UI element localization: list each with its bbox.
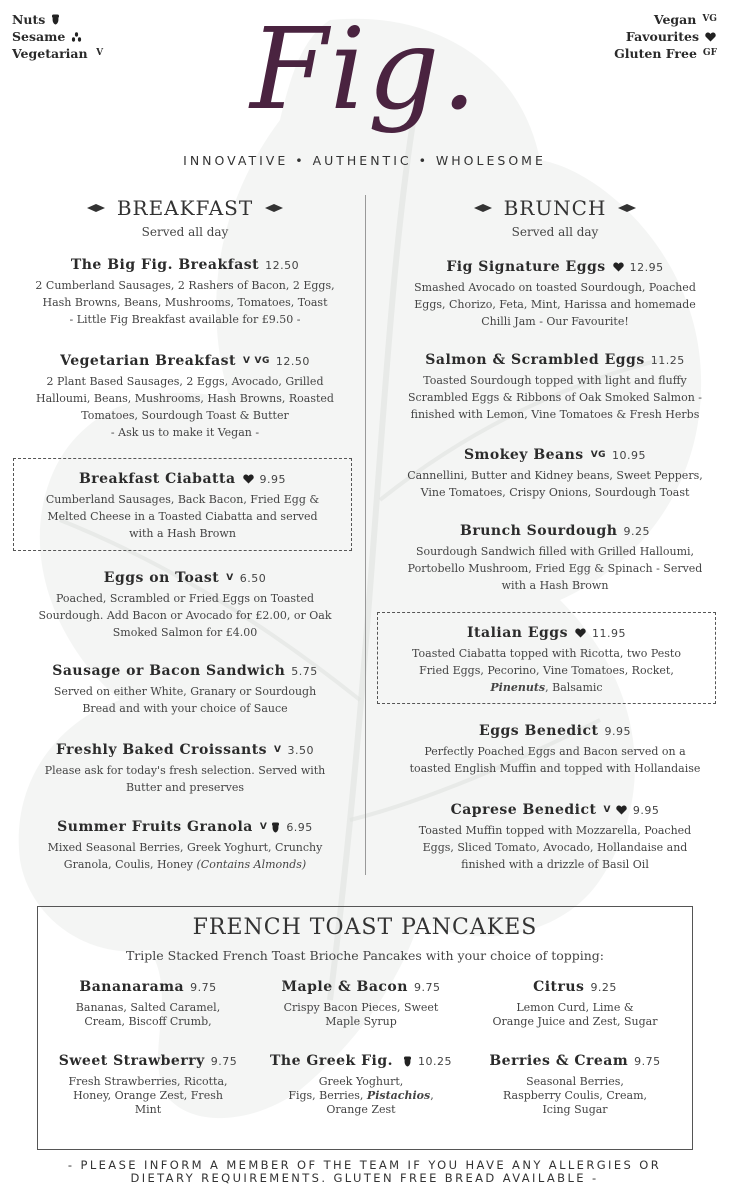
item-name: Berries & Cream 9.75 xyxy=(489,1053,661,1069)
diamond-ornament-icon xyxy=(474,204,492,212)
brunch-subtitle: Served all day xyxy=(511,225,599,239)
item-price: 6.95 xyxy=(286,821,313,834)
item-price: 9.75 xyxy=(413,981,441,994)
pancakes-subtitle: Triple Stacked French Toast Brioche Pancakes with your choice of topping: xyxy=(125,948,605,963)
item-price: 11.25 xyxy=(650,354,685,367)
menu-item xyxy=(380,802,729,873)
diamond-ornament-icon xyxy=(87,204,105,212)
heart-icon xyxy=(616,805,627,816)
item-name: The Greek Fig. 10.25 xyxy=(269,1053,453,1069)
vegetarian-symbol: V xyxy=(96,48,104,58)
item-price: 12.50 xyxy=(275,355,310,368)
item-price: 9.25 xyxy=(623,525,650,538)
vegetarian-symbol: V xyxy=(603,805,611,815)
item-price: 9.95 xyxy=(632,804,660,817)
pancake-item xyxy=(43,1053,253,1117)
breakfast-column xyxy=(10,193,360,871)
pancake-item xyxy=(43,979,253,1029)
item-name: Maple & Bacon 9.75 xyxy=(281,979,441,995)
pancakes-section xyxy=(37,906,693,1150)
item-description: Toasted Sourdough topped with light and fluffy Scrambled Eggs & Ribbons of Oak Smoked Salmon - finished with Lemon, Vine Tomatoes & Fresh Herbs xyxy=(407,374,703,421)
legend-label: Sesame xyxy=(12,29,66,44)
breakfast-subtitle: Served all day xyxy=(141,225,229,239)
acorn-icon xyxy=(403,1056,412,1067)
item-description: Greek Yoghurt, Figs, Berries, Pistachios, Orange Zest xyxy=(288,1075,434,1116)
item-price: 3.50 xyxy=(287,744,315,757)
item-name: Citrus 9.25 xyxy=(533,979,617,995)
menu-item xyxy=(380,352,729,423)
menu-item xyxy=(380,523,729,594)
item-name: Breakfast Ciabatta 9.95 xyxy=(78,471,287,487)
vegan-symbol: VG xyxy=(702,14,717,24)
diamond-ornament-icon xyxy=(618,204,636,212)
item-name: Sausage or Bacon Sandwich 5.75 xyxy=(52,663,318,679)
menu-item-featured xyxy=(377,612,716,704)
brunch-column xyxy=(380,193,729,871)
item-name: Italian Eggs 11.95 xyxy=(467,625,626,641)
item-name: Smokey Beans VG 10.95 xyxy=(463,447,647,463)
heart-icon xyxy=(613,262,624,273)
legend-label: Favourites xyxy=(625,29,699,44)
menu-item xyxy=(10,819,360,873)
item-description: Bananas, Salted Caramel, Cream, Biscoff Crumb, xyxy=(75,1001,221,1028)
menu-item xyxy=(380,447,729,501)
item-name: Caprese Benedict V 9.95 xyxy=(450,802,660,818)
item-description: Please ask for today's fresh selection. Served with Butter and preserves xyxy=(44,764,326,794)
item-description: 2 Plant Based Sausages, 2 Eggs, Avocado, Grilled Halloumi, Beans, Mushrooms, Hash Browns, Roasted Tomatoes, Sourdough Toast & Butter - Ask us to make it Vegan - xyxy=(36,375,334,439)
vegetarian-symbol: V xyxy=(274,745,282,755)
breakfast-heading xyxy=(10,193,360,223)
tagline: INNOVATIVE • AUTHENTIC • WHOLESOME xyxy=(183,153,546,168)
acorn-icon xyxy=(271,822,280,833)
item-description: Sourdough Sandwich filled with Grilled Halloumi, Portobello Mushroom, Fried Egg & Spinach - Served with a Hash Brown xyxy=(407,545,703,592)
pancake-item xyxy=(470,1053,680,1117)
item-description: Poached, Scrambled or Fried Eggs on Toasted Sourdough. Add Bacon or Avocado for £2.00, or Oak Smoked Salmon for £4.00 xyxy=(38,592,332,639)
menu-item xyxy=(10,742,360,796)
pancake-item xyxy=(256,1053,466,1117)
menu-item xyxy=(10,257,360,328)
menu-item xyxy=(10,353,360,441)
item-name: Vegetarian Breakfast V VG 12.50 xyxy=(60,353,310,369)
allergy-footer: - PLEASE INFORM A MEMBER OF THE TEAM IF YOU HAVE ANY ALLERGIES OR DIETARY REQUIREMENTS. GLUTEN FREE BREAD AVAILABLE - xyxy=(67,1158,662,1185)
legend-label: Vegetarian xyxy=(12,46,88,61)
item-description: Toasted Ciabatta topped with Ricotta, two Pesto Fried Eggs, Pecorino, Vine Tomatoes, Rocket, Pinenuts, Balsamic xyxy=(412,647,681,694)
menu-item-featured xyxy=(13,458,352,551)
item-price: 9.75 xyxy=(210,1055,238,1068)
breakfast-title: BREAKFAST xyxy=(116,196,254,220)
item-description: Fresh Strawberries, Ricotta, Honey, Orange Zest, Fresh Mint xyxy=(68,1075,228,1116)
item-name: Brunch Sourdough 9.25 xyxy=(460,523,650,539)
item-name: Eggs Benedict 9.95 xyxy=(479,723,631,739)
menu-item xyxy=(10,663,360,717)
item-price: 9.75 xyxy=(634,1055,661,1068)
item-price: 12.50 xyxy=(265,259,300,272)
column-divider xyxy=(365,195,366,875)
item-price: 11.95 xyxy=(591,627,626,640)
fig-logo: Fig. xyxy=(250,5,479,135)
item-price: 9.95 xyxy=(259,473,287,486)
item-description: Perfectly Poached Eggs and Bacon served on a toasted English Muffin and topped with Hollandaise xyxy=(409,745,701,775)
item-price: 10.95 xyxy=(612,449,647,462)
item-description: Toasted Muffin topped with Mozzarella, Poached Eggs, Sliced Tomato, Avocado, Hollandaise and finished with a drizzle of Basil Oil xyxy=(418,824,692,871)
menu-item xyxy=(380,723,729,777)
item-description: Smashed Avocado on toasted Sourdough, Poached Eggs, Chorizo, Feta, Mint, Harissa and homemade Chilli Jam - Our Favourite! xyxy=(414,281,696,328)
vegan-symbol: VG xyxy=(254,356,270,366)
item-description: Cannellini, Butter and Kidney beans, Sweet Peppers, Vine Tomatoes, Crispy Onions, Sourdough Toast xyxy=(407,469,703,499)
item-price: 9.75 xyxy=(190,981,217,994)
item-price: 5.75 xyxy=(291,665,318,678)
item-name: Freshly Baked Croissants V 3.50 xyxy=(55,742,315,758)
item-name: Salmon & Scrambled Eggs 11.25 xyxy=(425,352,685,368)
item-description: Lemon Curd, Lime & Orange Juice and Zest, Sugar xyxy=(492,1001,658,1028)
item-price: 6.50 xyxy=(239,572,267,585)
legend-label: Nuts xyxy=(12,12,46,27)
menu-item xyxy=(10,570,360,641)
item-description: Seasonal Berries, Raspberry Coulis, Cream, Icing Sugar xyxy=(502,1075,648,1116)
item-price: 12.95 xyxy=(629,261,664,274)
item-description: Mixed Seasonal Berries, Greek Yoghurt, Crunchy Granola, Coulis, Honey (Contains Almonds) xyxy=(47,841,323,871)
allergen-note: (Contains Almonds) xyxy=(196,858,307,871)
item-name: Sweet Strawberry 9.75 xyxy=(58,1053,238,1069)
brunch-title: BRUNCH xyxy=(503,196,607,220)
pancakes-title: FRENCH TOAST PANCAKES xyxy=(192,915,538,940)
item-name: Fig Signature Eggs 12.95 xyxy=(446,259,664,275)
item-name: Eggs on Toast V 6.50 xyxy=(103,570,267,586)
item-name: Summer Fruits Granola V 6.95 xyxy=(57,819,313,835)
pancake-item xyxy=(256,979,466,1029)
item-description: 2 Cumberland Sausages, 2 Rashers of Bacon, 2 Eggs, Hash Browns, Beans, Mushrooms, Tomatoes, Toast - Little Fig Breakfast available for £9.50 - xyxy=(35,279,335,326)
gluten-free-symbol: GF xyxy=(702,48,717,58)
heart-icon xyxy=(575,628,586,639)
vegetarian-symbol: V xyxy=(226,573,234,583)
item-name: The Big Fig. Breakfast 12.50 xyxy=(70,257,300,273)
diamond-ornament-icon xyxy=(265,204,283,212)
legend-label: Vegan xyxy=(653,12,697,27)
item-description: Crispy Bacon Pieces, Sweet Maple Syrup xyxy=(283,1001,439,1028)
pancake-item xyxy=(470,979,680,1029)
vegetarian-symbol: V xyxy=(243,356,251,366)
heart-icon xyxy=(243,474,254,485)
item-price: 9.25 xyxy=(590,981,617,994)
vegan-symbol: VG xyxy=(590,450,607,460)
item-price: 9.95 xyxy=(604,725,631,738)
item-price: 10.25 xyxy=(418,1055,453,1068)
menu-item xyxy=(380,259,729,330)
item-description: Cumberland Sausages, Back Bacon, Fried Egg & Melted Cheese in a Toasted Ciabatta and served with a Hash Brown xyxy=(45,493,320,540)
item-description: Served on either White, Granary or Sourdough Bread and with your choice of Sauce xyxy=(53,685,317,715)
brunch-heading xyxy=(380,193,729,223)
legend-label: Gluten Free xyxy=(614,46,697,61)
item-name: Bananarama 9.75 xyxy=(79,979,217,995)
vegetarian-symbol: V xyxy=(259,822,268,832)
